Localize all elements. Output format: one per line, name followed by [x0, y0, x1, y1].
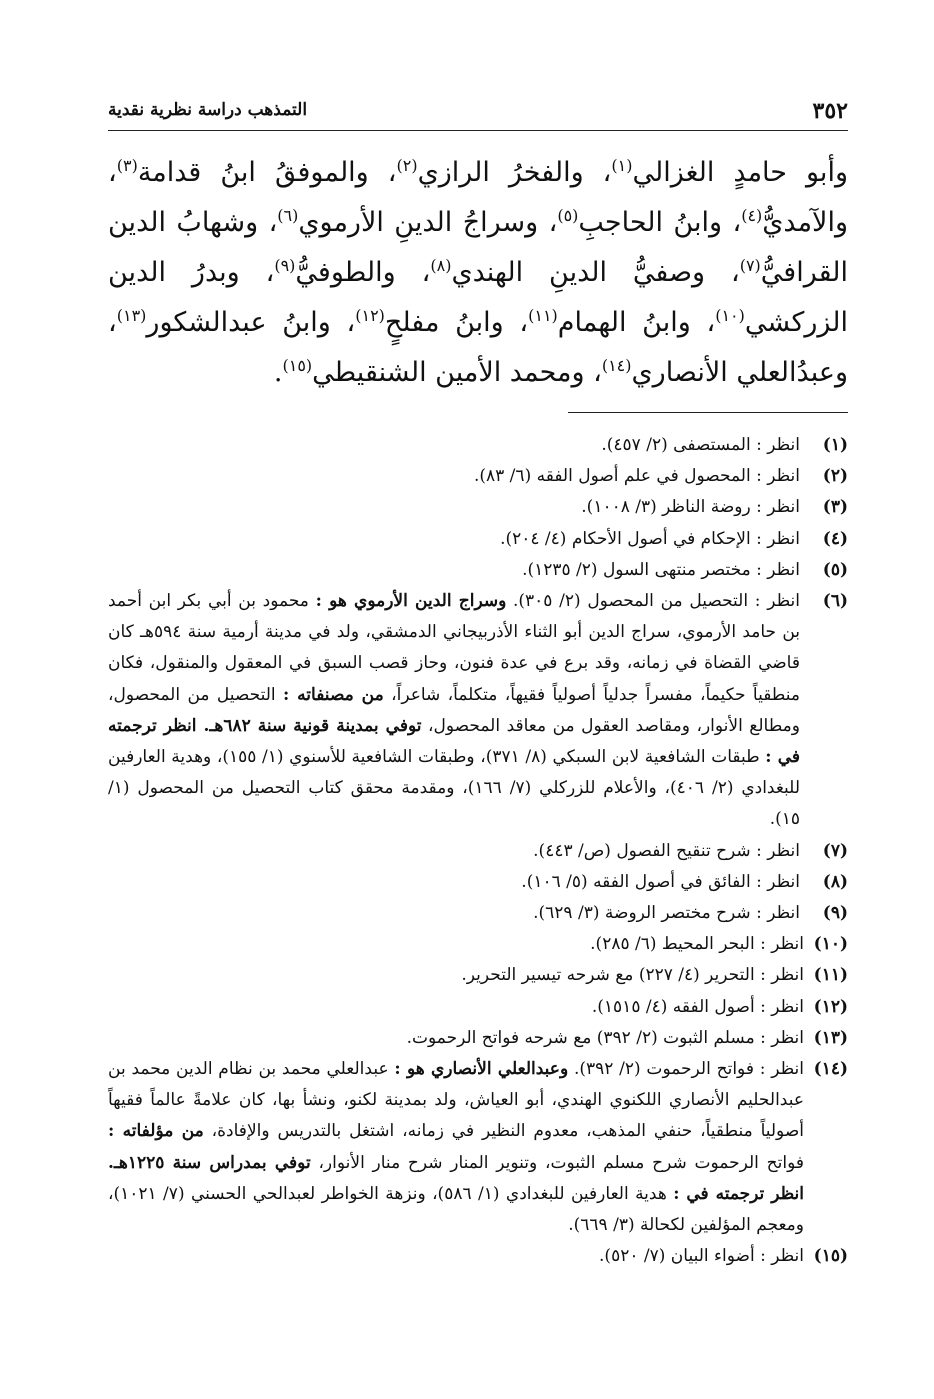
footnote [108, 836, 848, 867]
footnote-text: انظر : المستصفى (٢/ ٤٥٧). [601, 435, 800, 455]
footnote-text: انظر : مختصر منتهى السول (٢/ ١٢٣٥). [522, 559, 800, 580]
footnote-marker[interactable]: (٨) [430, 256, 452, 275]
footnote-text: انظر : الإحكام في أصول الأحكام (٤/ ٢٠٤). [500, 528, 800, 549]
footnote-marker[interactable]: (١٣) [116, 306, 147, 325]
footnote-text: محمود بن أبي بكر ابن أحمد بن حامد الأرموي، سراج الدين أبو الثناء الأذربيجاني الدمشقي، ولد في مدينة أرمية سنة ٥٩٤هـ كان قاضي القضاة في زمانه، وقد برع في عدة فنون، وحاز قصب السبق في المعقول والمنقول، فكان منطقياً حكيماً، مفسراً جدلياً أصولياً فقيهاً، متكلماً، شاعراً، [108, 591, 800, 705]
footnote [108, 524, 848, 555]
footnote-number: (١) [822, 435, 848, 455]
footnote-bold-text: من مؤلفاته : [108, 1121, 204, 1142]
main-text [108, 148, 848, 398]
footnote-number: (٥) [822, 559, 848, 580]
text-run: ، والفخرُ الرازي [417, 157, 612, 188]
footnote-number: (١٥) [813, 1246, 848, 1267]
footnote-text: انظر : التحرير (٤/ ٢٢٧) مع شرحه تيسير التحرير. [461, 965, 804, 986]
footnote-bold-text: وسراج الدين الأرموي هو : [315, 591, 507, 612]
footnote-marker[interactable]: (١٢) [355, 306, 385, 325]
text-run: ، ومحمد الأمين الشنقيطي [312, 357, 602, 388]
text-run: ، والموفقُ ابنُ قدامة [137, 157, 397, 188]
text-run: ، والآمديُّ [108, 157, 848, 238]
footnote-text: عبدالعلي محمد بن نظام الدين محمد بن عبدالحليم الأنصاري اللكنوي الهندي، أبو العياش، ولد بمدينة لكنو، ونشأ بها، كان علامةً عالماً فقيهاً أصولياً منطقياً، حنفي المذهب، معدوم النظير في زمانه، اشتغل بالتدريس والإفادة، [108, 1059, 805, 1142]
footnote [108, 1241, 848, 1272]
footnote-number: (١٤) [813, 1059, 848, 1080]
footnote [108, 586, 848, 836]
footnote-text: انظر : أصول الفقه (٤/ ١٥١٥). [591, 996, 804, 1017]
text-run: ، وابنُ الهمام [557, 307, 716, 338]
footnote [108, 1023, 848, 1054]
footnote-text: انظر : الفائق في أصول الفقه (٥/ ١٠٦). [521, 871, 800, 892]
text-run: ، وابنُ عبدالشكور [146, 307, 356, 338]
footnote-text: انظر : شرح تنقيح الفصول (ص/ ٤٤٣). [533, 840, 800, 861]
footnote [108, 492, 848, 523]
footnote [108, 992, 848, 1023]
main-paragraph [108, 148, 848, 398]
footnote-text: طبقات الشافعية لابن السبكي (٨/ ٣٧١)، وطبقات الشافعية للأسنوي (١/ ١٥٥)، وهدية العارفين للبغدادي (٢/ ٤٠٦)، والأعلام للزركلي (٧/ ١٦٦)، ومقدمة محقق كتاب التحصيل من المحصول (١/ ١٥). [108, 747, 800, 830]
footnote [108, 898, 848, 929]
footnote-number: (١٢) [813, 996, 848, 1017]
footnote-marker[interactable]: (٤) [741, 206, 763, 225]
text-run: . [273, 357, 283, 388]
page-header [108, 90, 848, 131]
footnote-marker[interactable]: (١٤) [601, 356, 632, 375]
running-title: التمذهب دراسة نظرية نقدية [108, 100, 308, 120]
footnote-text: فواتح الرحموت شرح مسلم الثبوت، وتنوير المنار شرح منار الأنوار، [310, 1152, 804, 1173]
footnote-text: انظر : البحر المحيط (٦/ ٢٨٥). [590, 934, 804, 955]
footnote-number: (٨) [822, 871, 848, 892]
text-run: ، والطوفيُّ [295, 257, 431, 288]
footnote [108, 430, 848, 461]
footnote-text: انظر : التحصيل من المحصول (٢/ ٣٠٥). [506, 591, 800, 612]
footnote-marker[interactable]: (١) [611, 156, 633, 175]
footnote-text: التحصيل من المحصول، ومطالع الأنوار، ومقاصد العقول من معاقد المحصول، [108, 684, 800, 736]
footnote-bold-text: توفي بمدراس سنة ١٢٢٥هـ. انظر ترجمته في : [108, 1152, 804, 1204]
text-run: ، وسراجُ الدينِ الأرموي [298, 207, 558, 238]
footnote [108, 1054, 848, 1241]
footnote-marker[interactable]: (١١) [528, 306, 558, 325]
footnote-bold-text: من مصنفاته : [283, 684, 384, 705]
footnote-marker[interactable]: (٣) [116, 156, 138, 175]
page-number: ٣٥٢ [812, 98, 848, 124]
footnote-number: (٩) [822, 903, 848, 924]
footnote-separator [568, 412, 848, 413]
footnote-marker[interactable]: (٥) [557, 206, 579, 225]
footnote-text: انظر : المحصول في علم أصول الفقه (٦/ ٨٣). [473, 466, 800, 487]
footnote-marker[interactable]: (٢) [396, 156, 418, 175]
footnote [108, 867, 848, 898]
footnote-number: (١١) [813, 965, 848, 986]
footnote-number: (٢) [822, 466, 848, 487]
footnote-marker[interactable]: (١٠) [715, 306, 745, 325]
footnote-number: (٤) [822, 528, 848, 549]
footnote-text: هدية العارفين للبغدادي (١/ ٥٨٦)، ونزهة الخواطر لعبدالحي الحسني (٧/ ١٠٢١)، ومعجم المؤلفين لكحالة (٣/ ٦٦٩). [108, 1183, 804, 1236]
text-run: وأبو حامدٍ الغزالي [632, 157, 848, 188]
footnote [108, 555, 848, 586]
footnote [108, 929, 848, 960]
footnote [108, 960, 848, 991]
footnote-text: انظر : مسلم الثبوت (٢/ ٣٩٢) مع شرحه فواتح الرحموت. [406, 1027, 804, 1048]
text-run: ، وشهابُ الدين القرافيُّ [108, 207, 848, 288]
text-run: ، وابنُ مفلحٍ [384, 307, 529, 338]
text-run: ، وعبدُالعلي الأنصاري [108, 307, 848, 388]
footnote-text: انظر : أضواء البيان (٧/ ٥٢٠). [599, 1246, 804, 1267]
text-run: ، وبدرُ الدين الزركشي [108, 257, 848, 338]
footnote-number: (٣) [822, 497, 848, 518]
text-run: ، وابنُ الحاجبِ [578, 207, 742, 238]
footnote-bold-text: توفي بمدينة قونية سنة ٦٨٢هـ. انظر ترجمته في : [108, 715, 800, 768]
text-run: ، وصفيُّ الدينِ الهندي [451, 257, 740, 288]
footnote-marker[interactable]: (٦) [277, 206, 299, 225]
footnotes-section [108, 430, 848, 1272]
footnote-marker[interactable]: (٩) [274, 256, 296, 275]
footnote-marker[interactable]: (٧) [739, 256, 761, 275]
footnote-number: (١٣) [813, 1027, 848, 1048]
footnote-number: (١٠) [813, 934, 848, 955]
footnote-number: (٦) [822, 591, 848, 612]
footnote-marker[interactable]: (١٥) [282, 356, 313, 375]
footnote [108, 461, 848, 492]
footnote-number: (٧) [822, 840, 848, 861]
footnote-text: انظر : فواتح الرحموت (٢/ ٣٩٢). [568, 1059, 804, 1080]
footnote-text: انظر : شرح مختصر الروضة (٣/ ٦٢٩). [533, 903, 800, 924]
footnote-text: انظر : روضة الناظر (٣/ ١٠٠٨). [581, 497, 800, 518]
footnote-bold-text: وعبدالعلي الأنصاري هو : [394, 1059, 569, 1080]
